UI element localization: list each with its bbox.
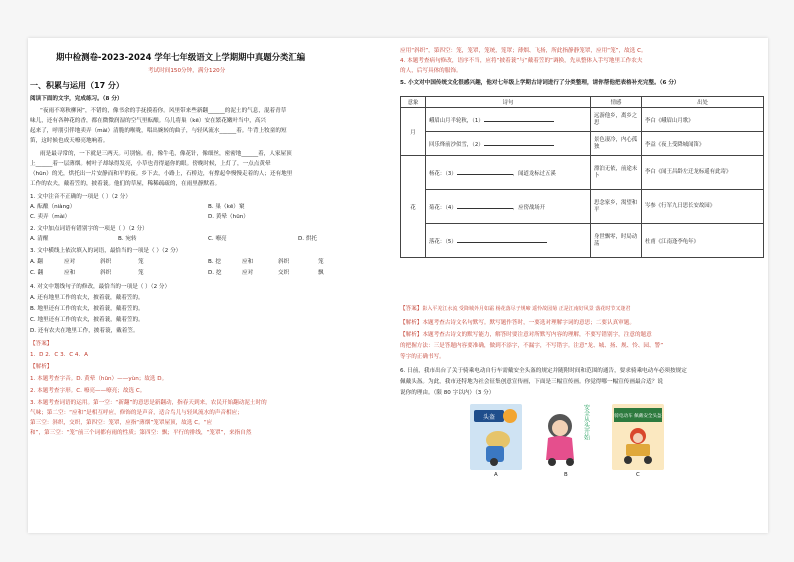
answer-label xyxy=(400,306,630,313)
poem-table xyxy=(400,96,764,258)
explanation-line: 第三空：斜织，交织，第四空：笼罩，应指“薄烟”笼罩屋顶，故选 C。“应 xyxy=(30,420,213,426)
passage-line: 工作的农夫，戴着笠的，披着蓑。他们的草屋，稀稀疏疏的，在雨里静默着。 xyxy=(30,181,221,187)
explanation-line: 2. 本题考查字形。C. 嘹亮——嘹亮；故选 C。 xyxy=(30,388,146,394)
option: D. 烘托 xyxy=(298,236,318,242)
question-6: 6. 日前，我市出台了关于骑乘电动自行车需戴安全头盔的规定并随附时间和范围的通告，要求骑乘电动车必须按规定 xyxy=(400,368,687,374)
answer-text: 影入平羌江水流 受降城外月如霜 杨花落尽子规啼 遥怜故园菊 正是江南好风景 落花时节又逢君 xyxy=(422,306,631,312)
option: 斜织 xyxy=(100,259,112,265)
table-cell-line xyxy=(426,156,591,190)
answer-label-text: 【答案】 xyxy=(400,306,423,312)
page-subtitle: 考试时间150分钟，满分120分 xyxy=(148,68,226,74)
poem-line-tail: ，应傍战场开 xyxy=(512,204,546,211)
question-4: 4. 对文中划线句子的修改，最恰当的一项是（ ）（2 分） xyxy=(30,284,171,290)
question-1: 1. 文中注音不正确的一项是（ ）（2 分） xyxy=(30,194,131,200)
option: D. 挖 xyxy=(208,270,222,276)
passage-line: 笛，这时候也成天嘹亮地响着。 xyxy=(30,138,109,144)
option: 应和 xyxy=(64,270,76,276)
table-cell-emotion: 景色凄冷，内心孤独 xyxy=(591,132,642,156)
table-cell-emotion: 漂泊无依，前途未卜 xyxy=(591,156,642,190)
explanation-line: 和”，第三空：“笼”前三个词都有雨的性质；第四空：飘；平行的排线，“笼罩”，来指自然 xyxy=(30,430,252,436)
table-row xyxy=(401,132,764,156)
option: A. 还有地里工作的农夫，披着蓑，戴着笠的。 xyxy=(30,295,144,301)
question-3: 3. 文中横线上依次填入的词语，最恰当的一项是（ ）（2 分） xyxy=(30,248,182,254)
option: A. 酝酿（niàng） xyxy=(30,204,76,210)
explanation-line: 气味；第二空：“应和”是相互呼应，修饰的是声音，适合鸟儿与轻风流水的声音相应； xyxy=(30,410,243,416)
option: 斜织 xyxy=(100,270,112,276)
passage-line: “夜雨不寒秋柳闲”，不错的，像书余的手抚摸着你。风里带来些新翻______的泥土的气息，混着青草 xyxy=(40,108,287,114)
option: B. 地里还有工作的农夫，披着蓑，戴着笠的。 xyxy=(30,306,144,312)
table-cell-group: 花 xyxy=(401,156,426,258)
passage-line: 味儿，还有各种花的香，都在微微润湿的空气里酝酿。乌儿将巢（kē）安在繁花嫩叶当中，高兴 xyxy=(30,118,267,124)
table-cell-emotion: 思念家乡，渴望和平 xyxy=(591,190,642,224)
option: C. 翻 xyxy=(30,270,44,276)
option: D. 还有农夫在地里工作，披着蓑，戴着笠。 xyxy=(30,328,139,334)
table-cell-source: 李益《夜上受降城闻笛》 xyxy=(642,132,764,156)
poster-a-caption: A xyxy=(494,472,498,478)
poster-a-art xyxy=(470,404,522,470)
option: 笼 xyxy=(138,259,144,265)
option: D. 黄晕（hūn） xyxy=(208,214,249,220)
explanation-line xyxy=(400,320,635,327)
question-6-line: 说你的理由。（限 80 字以内）（3 分） xyxy=(400,390,495,396)
explanation-text: 本题考查古诗文名句默写。默写题作答时，一要选对理解字词的意思；二要认真审题。 xyxy=(422,320,635,326)
poem-line-tail: ，闻道龙标过五溪 xyxy=(512,170,556,177)
explanation-line: 应用“斜织”，第四空：笼，笼罩，笼统，笼罩；薄烟、飞扬，所此指静静笼罩，应用“笼”，故选 C。 xyxy=(400,48,647,54)
blank-line xyxy=(457,169,513,175)
explanation-line: 的人，后写具体的服饰。 xyxy=(400,68,462,74)
table-cell-source: 岑参《行军九日思长安故园》 xyxy=(642,190,764,224)
option: A. 翻 xyxy=(30,259,43,265)
document-page xyxy=(28,38,768,533)
table-header: 诗句 xyxy=(426,97,591,108)
explanation-line: 1. 本题考查字音。D. 黄晕（hūn）——yùn；故选 D。 xyxy=(30,376,168,382)
table-cell-line xyxy=(426,132,591,156)
blank-line xyxy=(484,140,554,146)
table-cell-emotion: 远游他乡，离乡之思 xyxy=(591,108,642,132)
poem-line: 菊花：（4） xyxy=(429,204,457,211)
blank-line xyxy=(484,116,554,122)
option: 斜织 xyxy=(278,259,290,265)
option: 应和 xyxy=(242,259,254,265)
section-heading: 一、积累与运用（17 分） xyxy=(30,81,124,90)
table-header: 出处 xyxy=(642,97,764,108)
poster-c-slogan: 骑电动车 佩戴安全头盔 xyxy=(614,414,662,419)
option: 应对 xyxy=(242,270,254,276)
passage-line: （hūn）的光，烘托出一片安静而和平的夜。乡下去，小路上，石桥边，有撑起伞慢慢走着的人；还有地里 xyxy=(30,171,293,177)
answer-label: 【答案】 xyxy=(30,341,53,347)
poster-b-slogan: 安全从头开始 xyxy=(582,404,590,440)
table-row xyxy=(401,224,764,258)
table-cell-line xyxy=(426,190,591,224)
explanation-line: 【解析】本题考查古诗文的默写能力，解答时要注意对所默写内容的理解，不要写错别字，注意的题意 xyxy=(400,332,652,338)
table-cell-source: 杜甫《江南逢李龟年》 xyxy=(642,224,764,258)
poem-line: 落花：（5） xyxy=(429,238,457,245)
table-cell-group: 月 xyxy=(401,108,426,156)
poster-b-image xyxy=(540,404,592,470)
question-5: 5. 小文对中国传统文化很感兴趣，他对七年级上学期古诗词进行了分类整理，请你帮他把表格补充完整。（6 分） xyxy=(400,80,680,86)
poster-a-caption-text: 头盔 xyxy=(482,414,496,421)
page-title: 期中检测卷-2023-2024 学年七年级语文上学期期中真题分类汇编 xyxy=(56,52,306,62)
table-row xyxy=(401,108,764,132)
question-6-line: 佩戴头盔。为此，我市还特地为社会征集创意宣传画，下面是三幅宣传画。你觉得哪一幅宣传画最合适？说 xyxy=(400,379,663,385)
option: B. 宛转 xyxy=(118,236,137,242)
poem-line: 峨眉山月半轮秋，（1） xyxy=(429,117,484,124)
table-header-row xyxy=(401,97,764,108)
poem-line: 回乐烽前沙似雪，（2） xyxy=(429,141,484,148)
option: A. 清醒 xyxy=(30,236,49,242)
passage-line: 起来了，呼朋引伴地卖弄（mài）清脆的喉咙，唱出婉转的曲子，与轻风流水______着。牛背上牧童的短 xyxy=(30,128,287,134)
explanation-label: 【解析】 xyxy=(30,364,53,370)
option: C. 地里还有工作的农夫，披着蓑，戴着笠的。 xyxy=(30,317,144,323)
table-header: 意象 xyxy=(401,97,426,108)
option: B. 挖 xyxy=(208,259,221,265)
explanation-line: 等字的正确书写。 xyxy=(400,354,445,360)
table-header: 情感 xyxy=(591,97,642,108)
explanation-line: 的把握方法：三是答题内容要准确，做到不添字，不漏字，不写错字。注意“龙、城、扬、规、怜、园、警” xyxy=(400,343,664,349)
poster-b-art xyxy=(540,404,592,470)
option: 笼 xyxy=(318,259,324,265)
passage-line: 雨是最寻常的，一下就是三两天。可别恼。看，像牛毛，像花针，像细丝，密密地______着，人家屋顶 xyxy=(40,151,292,157)
option: 飘 xyxy=(318,270,324,276)
blank-line xyxy=(457,237,547,243)
option: B. 巢（kē）窠 xyxy=(208,204,245,210)
poem-line: 杨花：（3） xyxy=(429,170,457,177)
option: 交织 xyxy=(278,270,290,276)
explanation-line: 4. 本题考查病句修改，语序不当，应将“披着蓑”与“戴着笠的”调换，先从整体入手写地里工作农夫 xyxy=(400,58,643,64)
table-row xyxy=(401,156,764,190)
poster-c-art xyxy=(612,404,664,470)
explanation-label: 【解析】 xyxy=(400,320,423,326)
table-cell-line xyxy=(426,108,591,132)
option: C. 卖弄（mài） xyxy=(30,214,71,220)
option: C. 嘹亮 xyxy=(208,236,227,242)
table-cell-source: 李白《闻王昌龄左迁龙标遥有此寄》 xyxy=(642,156,764,190)
table-cell-line xyxy=(426,224,591,258)
poster-c-image xyxy=(612,404,664,470)
question-2: 2. 文中加点词语有错别字的一项是（ ）（2 分） xyxy=(30,226,148,232)
table-cell-emotion: 身世飘零，时局动荡 xyxy=(591,224,642,258)
option: 笼 xyxy=(138,270,144,276)
table-cell-source: 李白《峨眉山月歌》 xyxy=(642,108,764,132)
poster-c-caption: C xyxy=(636,472,640,478)
reading-intro: 阅读下面的文字，完成练习。（8 分） xyxy=(30,96,123,102)
table-row xyxy=(401,190,764,224)
passage-line: 上______着一层薄烟。树叶子却绿得发亮，小草也青得逼你的眼。傍晚时候，上灯了，一点点黄晕 xyxy=(30,161,271,167)
answer-text: 1．D 2．C 3．C 4．A xyxy=(30,352,88,358)
poster-a-image xyxy=(470,404,522,470)
poster-b-caption: B xyxy=(564,472,568,478)
blank-line xyxy=(457,203,513,209)
option: 应对 xyxy=(64,259,76,265)
explanation-line: 3. 本题考查词语的运用。第一空：“新翻”的意思是新翻动，指春天到来，农民开始翻动泥土时的 xyxy=(30,400,267,406)
